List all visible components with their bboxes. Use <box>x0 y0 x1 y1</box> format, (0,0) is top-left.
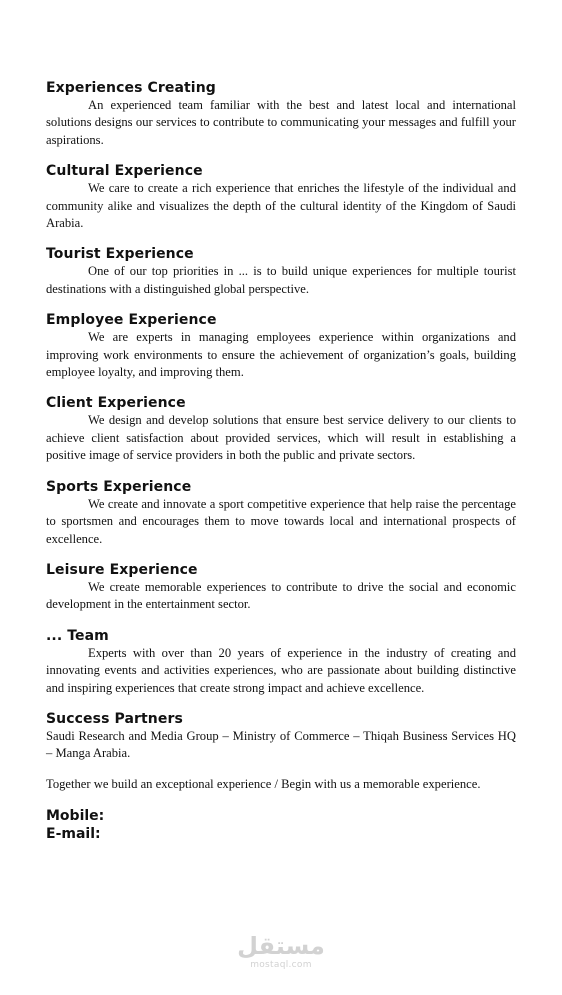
section-heading: Success Partners <box>46 710 183 727</box>
section-body: We care to create a rich experience that enriches the lifestyle of the individual and community alike and visualizes the depth of the cultural identity of the Kingdom of Saudi Arabia. <box>46 181 516 231</box>
section-heading: Leisure Experience <box>46 561 198 578</box>
section <box>46 478 516 548</box>
watermark-arabic-text: مستقل <box>237 932 325 960</box>
section-body: An experienced team familiar with the best and latest local and international solutions designs our services to contribute to communicating your messages and fulfill your aspirations. <box>46 98 516 147</box>
section <box>46 627 516 697</box>
sections-container <box>46 79 516 763</box>
section-heading: Experiences Creating <box>46 80 216 96</box>
section-body: We are experts in managing employees experience within organizations and improving work environments to ensure the achievement of organization’s goals, building employee loyalty, and improving them. <box>46 330 516 380</box>
section-body: We create and innovate a sport competitive experience that help raise the percentage to sportsmen and encourages them to move towards local and international prospects of excellence. <box>46 496 516 546</box>
section-heading: Tourist Experience <box>46 246 194 263</box>
section-heading: Employee Experience <box>46 312 217 329</box>
section-heading: Cultural Experience <box>46 163 203 180</box>
email-label: E-mail: <box>46 826 101 843</box>
section-body: Experts with over than 20 years of experience in the industry of creating and innovating events and activities experiences, who are passionate about building distinctive and inspiring experiences that create strong impact and achieve excellence. <box>46 645 516 695</box>
section-body: We design and develop solutions that ensure best service delivery to our clients to achieve client satisfaction about provided services, which will result in establishing a positive image of service providers in both the public and private sectors. <box>46 413 516 463</box>
section <box>46 162 516 232</box>
section <box>46 79 516 149</box>
watermark-latin-text: mostaql.com <box>250 960 312 970</box>
mobile-label: Mobile: <box>46 808 105 825</box>
section-body: We create memorable experiences to contribute to drive the social and economic development in the entertainment sector. <box>46 579 516 612</box>
closing-statement: Together we build an exceptional experience / Begin with us a memorable experience. <box>46 776 481 791</box>
section-heading: Sports Experience <box>46 478 192 495</box>
section-heading: ... Team <box>46 627 109 644</box>
section <box>46 394 516 464</box>
document-page <box>46 79 516 843</box>
section <box>46 710 516 763</box>
section <box>46 245 516 298</box>
section <box>46 561 516 614</box>
section-body: Saudi Research and Media Group – Ministry of Commerce – Thiqah Business Services HQ – Manga Arabia. <box>46 728 516 761</box>
section-heading: Client Experience <box>46 395 186 412</box>
section-body: One of our top priorities in ... is to build unique experiences for multiple tourist destinations with a distinguished global perspective. <box>46 264 516 296</box>
mostaql-watermark <box>236 932 326 970</box>
section <box>46 311 516 381</box>
